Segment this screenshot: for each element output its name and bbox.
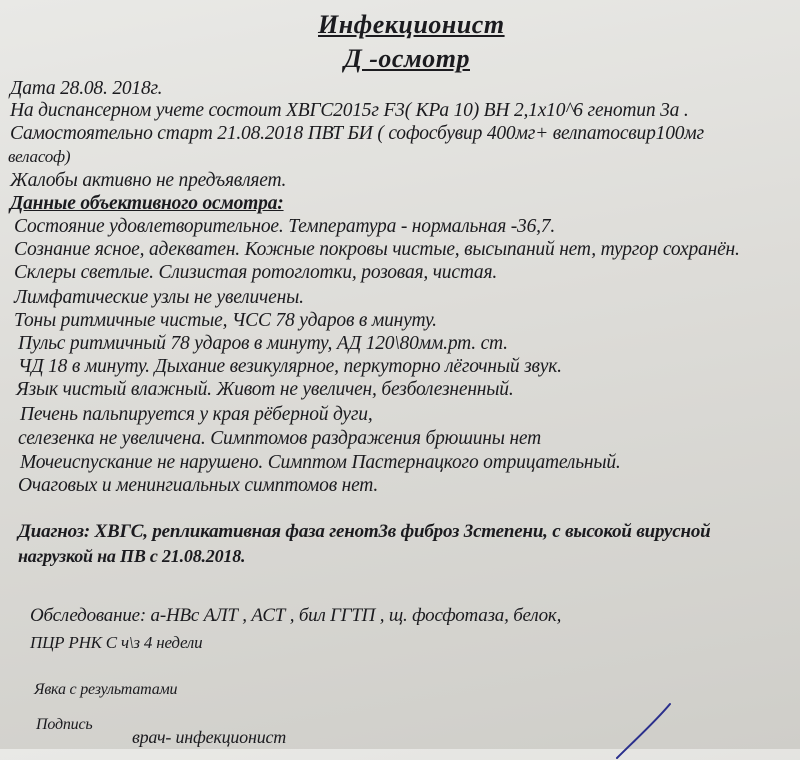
sclera-line: Склеры светлые. Слизистая ротоглотки, розовая, чистая. bbox=[14, 262, 498, 283]
tests-line-1: Обследование: а-НВс АЛТ , АСТ , бил ГГТП , щ. фосфотаза, белок, bbox=[30, 605, 562, 626]
document-subtitle: Д -осмотр bbox=[344, 44, 470, 73]
complaints-line: Жалобы активно не предъявляет. bbox=[10, 170, 287, 191]
consciousness-line: Сознание ясное, адекватен. Кожные покровы чистые, высыпаний нет, тургор сохранён. bbox=[14, 239, 740, 260]
spleen-line: селезенка не увеличена. Симптомов раздражения брюшины нет bbox=[18, 428, 542, 449]
pulse-line: Пульс ритмичный 78 ударов в минуту, АД 120\80мм.рт. ст. bbox=[18, 333, 508, 354]
exam-heading: Данные объективного осмотра: bbox=[10, 193, 284, 214]
lymph-line: Лимфатические узлы не увеличены. bbox=[14, 287, 304, 308]
diagnosis-line-1: Диагноз: ХВГС, репликативная фаза генот3в фиброз 3степени, с высокой вирусной bbox=[18, 521, 711, 542]
signature-label: Подпись bbox=[36, 716, 93, 733]
diagnosis-line-2: нагрузкой на ПВ с 21.08.2018. bbox=[18, 546, 246, 566]
tongue-line: Язык чистый влажный. Живот не увеличен, безболезненный. bbox=[16, 379, 514, 400]
condition-line: Состояние удовлетворительное. Температура - нормальная -36,7. bbox=[14, 216, 556, 237]
date-line: Дата 28.08. 2018г. bbox=[10, 78, 163, 99]
doctor-label: врач- инфекционист bbox=[132, 727, 287, 747]
neuro-line: Очаговых и менингиальных симптомов нет. bbox=[18, 475, 379, 496]
tests-line-2: ПЦР РНК С ч\з 4 недели bbox=[30, 633, 203, 652]
followup-line: Явка с результатами bbox=[34, 681, 178, 698]
urination-line: Мочеиспускание не нарушено. Симптом Пастернацкого отрицательный. bbox=[20, 452, 621, 473]
registry-line: На диспансерном учете состоит ХВГС2015г F3( КРа 10) ВН 2,1x10^6 генотип 3а . bbox=[10, 100, 689, 121]
breath-line: ЧД 18 в минуту. Дыхание везикулярное, перкуторно лёгочный звук. bbox=[18, 356, 562, 377]
signature-pen-stroke bbox=[615, 700, 675, 760]
heart-line: Тоны ритмичные чистые, ЧСС 78 ударов в минуту. bbox=[14, 310, 437, 331]
document-title: Инфекционист bbox=[318, 10, 505, 39]
liver-line: Печень пальпируется у края рёберной дуги, bbox=[20, 404, 373, 425]
therapy-continuation-line: веласоф) bbox=[8, 147, 71, 166]
therapy-line: Самостоятельно старт 21.08.2018 ПВТ БИ ( софосбувир 400мг+ велпатосвир100мг bbox=[10, 123, 704, 144]
